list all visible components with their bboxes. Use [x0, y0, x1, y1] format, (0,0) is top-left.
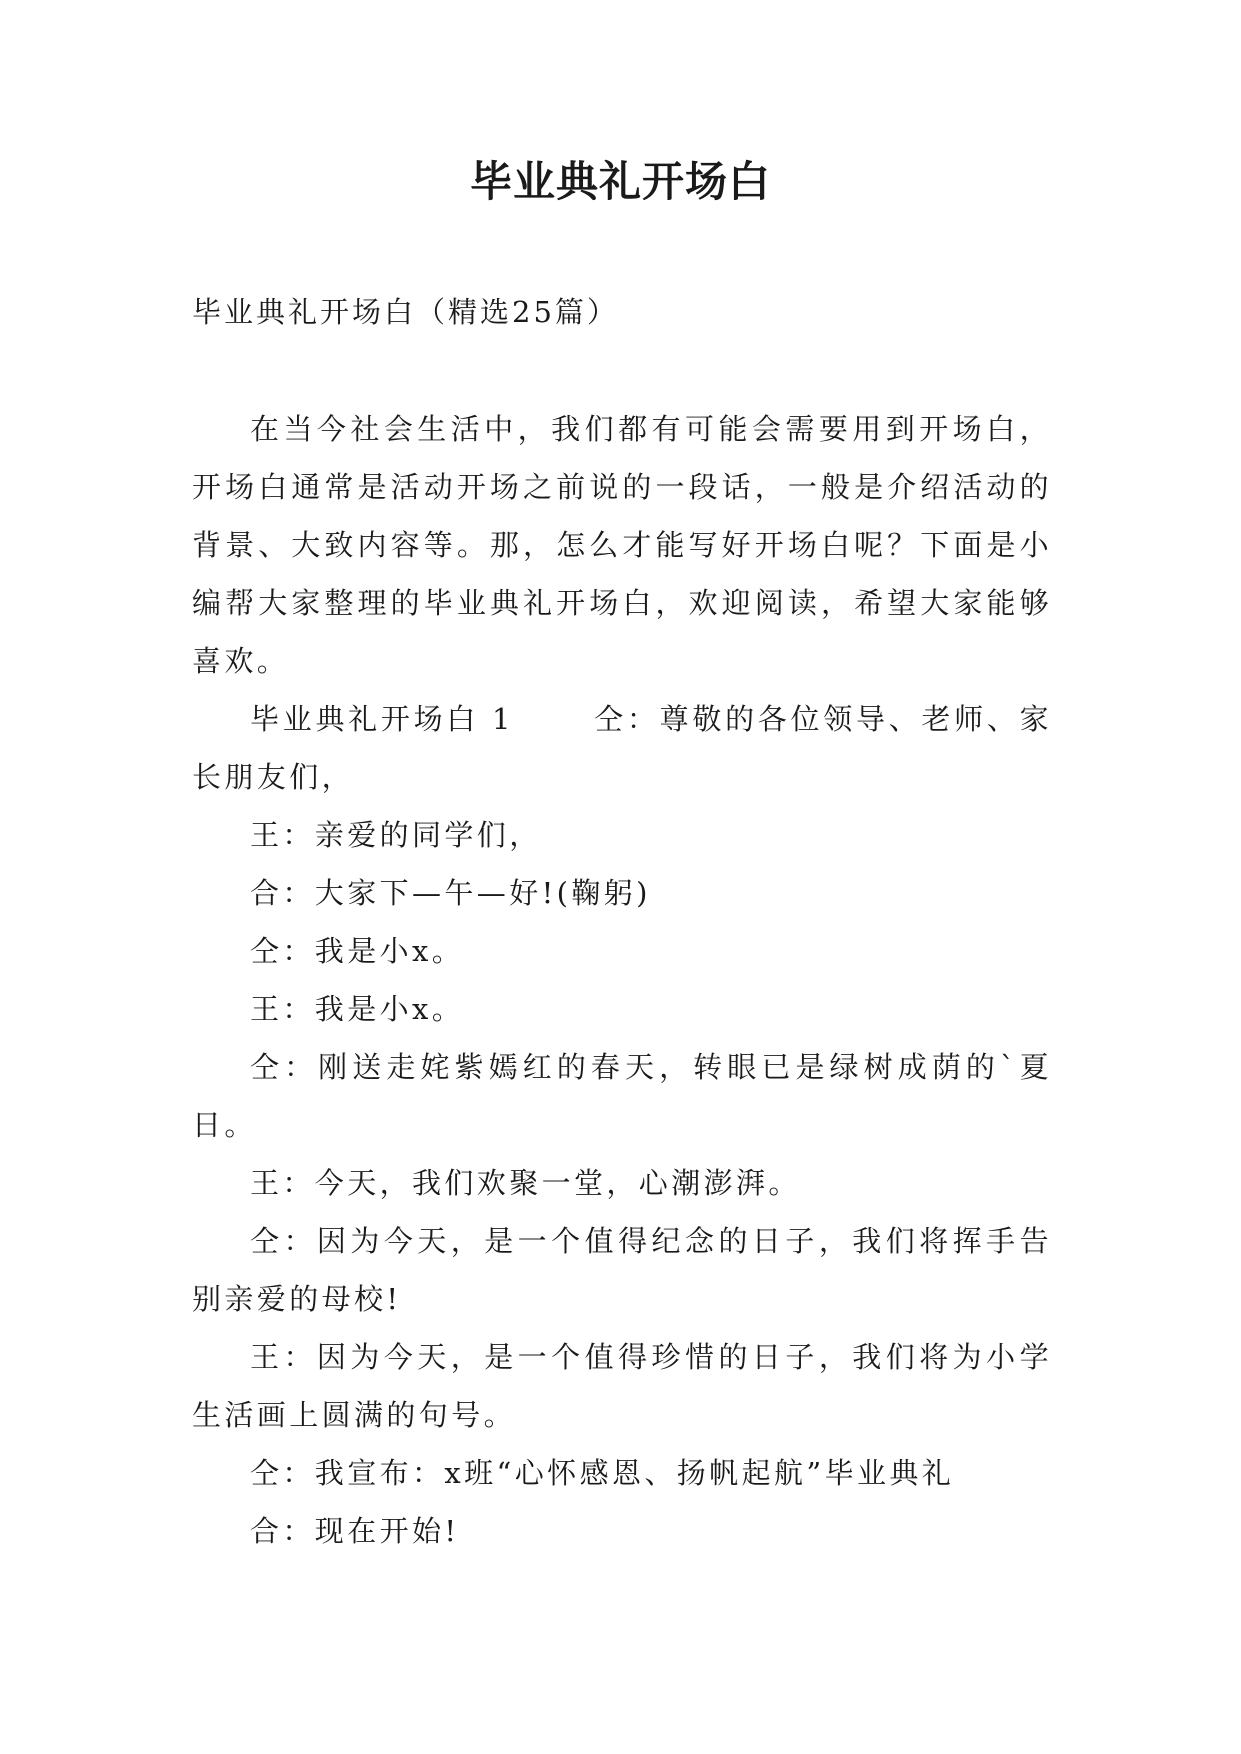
dialogue-line: 仝：我是小x。 — [250, 934, 465, 968]
dialogue-line: 仝：刚送走姹紫嫣红的春天，转眼已是绿树成荫的`夏日。 — [192, 1050, 1052, 1142]
dialogue-line: 仝：因为今天，是一个值得纪念的日子，我们将挥手告别亲爱的母校! — [192, 1224, 1052, 1316]
section-heading: 毕业典礼开场白 1 — [250, 702, 514, 736]
dialogue-line: 王：亲爱的同学们， — [250, 818, 542, 852]
section-first-line: 仝：尊敬的各位领导、老师、家长朋友们， — [192, 702, 1052, 794]
dialogue-line: 仝：我宣布：x班“心怀感恩、扬帆起航”毕业典礼 — [250, 1456, 955, 1490]
section-paragraph — [192, 690, 1052, 806]
document-title: 毕业典礼开场白 — [469, 157, 771, 206]
dialogue-line: 王：我是小x。 — [250, 992, 465, 1026]
dialogue-line: 合：现在开始! — [250, 1514, 460, 1548]
dialogue-line: 王：今天，我们欢聚一堂，心潮澎湃。 — [250, 1166, 801, 1200]
document-subtitle: 毕业典礼开场白（精选25篇） — [192, 295, 619, 329]
document-body — [192, 400, 1052, 1560]
dialogue-line: 王：因为今天，是一个值得珍惜的日子，我们将为小学生活画上圆满的句号。 — [192, 1340, 1052, 1432]
dialogue-line: 合：大家下—午—好!(鞠躬) — [250, 876, 651, 910]
intro-paragraph: 在当今社会生活中，我们都有可能会需要用到开场白，开场白通常是活动开场之前说的一段话，一般是介绍活动的背景、大致内容等。那，怎么才能写好开场白呢？下面是小编帮大家整理的毕业典礼开场白，欢迎阅读，希望大家能够喜欢。 — [192, 412, 1052, 678]
